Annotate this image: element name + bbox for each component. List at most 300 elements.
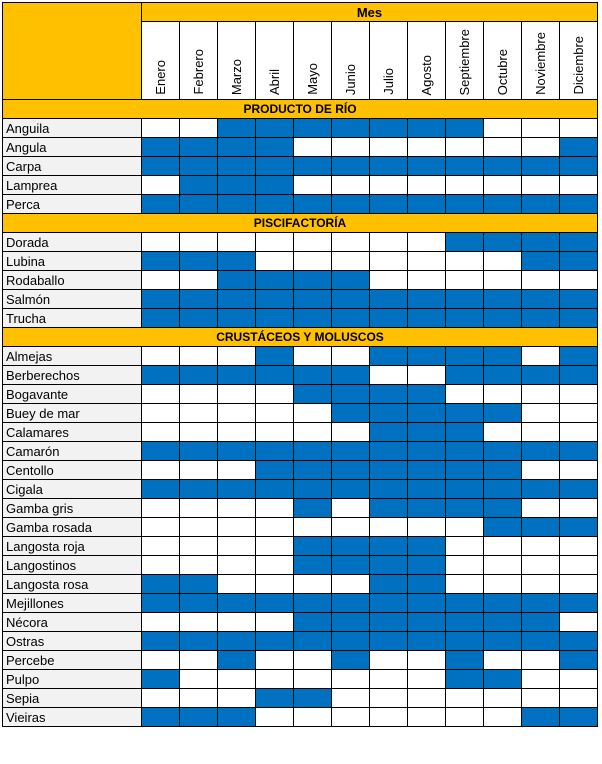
out-of-season-cell xyxy=(560,689,598,708)
in-season-cell xyxy=(370,385,408,404)
in-season-cell xyxy=(408,309,446,328)
out-of-season-cell xyxy=(522,423,560,442)
in-season-cell xyxy=(408,556,446,575)
out-of-season-cell xyxy=(522,670,560,689)
in-season-cell xyxy=(180,195,218,214)
table-row xyxy=(3,613,598,632)
out-of-season-cell xyxy=(218,518,256,537)
table-row xyxy=(3,119,598,138)
product-name: Pulpo xyxy=(3,670,142,689)
month-header-11 xyxy=(522,22,560,100)
in-season-cell xyxy=(370,442,408,461)
out-of-season-cell xyxy=(218,689,256,708)
out-of-season-cell xyxy=(294,423,332,442)
out-of-season-cell xyxy=(560,404,598,423)
out-of-season-cell xyxy=(370,138,408,157)
in-season-cell xyxy=(408,594,446,613)
out-of-season-cell xyxy=(294,670,332,689)
in-season-cell xyxy=(180,708,218,727)
in-season-cell xyxy=(446,594,484,613)
out-of-season-cell xyxy=(332,423,370,442)
in-season-cell xyxy=(294,632,332,651)
table-row xyxy=(3,176,598,195)
in-season-cell xyxy=(522,518,560,537)
out-of-season-cell xyxy=(560,613,598,632)
section-title: CRUSTÁCEOS Y MOLUSCOS xyxy=(3,328,598,347)
out-of-season-cell xyxy=(218,461,256,480)
table-row xyxy=(3,366,598,385)
in-season-cell xyxy=(484,233,522,252)
in-season-cell xyxy=(218,157,256,176)
out-of-season-cell xyxy=(142,499,180,518)
month-label: Mayo xyxy=(305,63,320,95)
product-name: Anguila xyxy=(3,119,142,138)
product-name: Cigala xyxy=(3,480,142,499)
table-row xyxy=(3,518,598,537)
out-of-season-cell xyxy=(256,537,294,556)
in-season-cell xyxy=(484,480,522,499)
in-season-cell xyxy=(256,632,294,651)
in-season-cell xyxy=(294,499,332,518)
out-of-season-cell xyxy=(408,366,446,385)
out-of-season-cell xyxy=(522,347,560,366)
out-of-season-cell xyxy=(294,518,332,537)
in-season-cell xyxy=(256,271,294,290)
in-season-cell xyxy=(256,594,294,613)
month-header-5 xyxy=(294,22,332,100)
out-of-season-cell xyxy=(484,138,522,157)
product-name: Centollo xyxy=(3,461,142,480)
month-label: Junio xyxy=(343,63,358,95)
product-name: Dorada xyxy=(3,233,142,252)
in-season-cell xyxy=(256,309,294,328)
table-row xyxy=(3,651,598,670)
out-of-season-cell xyxy=(332,689,370,708)
in-season-cell xyxy=(256,176,294,195)
table-row xyxy=(3,290,598,309)
product-name: Buey de mar xyxy=(3,404,142,423)
in-season-cell xyxy=(446,233,484,252)
month-label: Julio xyxy=(381,68,396,95)
month-header-7 xyxy=(370,22,408,100)
out-of-season-cell xyxy=(484,708,522,727)
table-row xyxy=(3,670,598,689)
in-season-cell xyxy=(484,670,522,689)
in-season-cell xyxy=(332,613,370,632)
in-season-cell xyxy=(332,385,370,404)
in-season-cell xyxy=(408,157,446,176)
out-of-season-cell xyxy=(294,233,332,252)
in-season-cell xyxy=(484,613,522,632)
in-season-cell xyxy=(484,499,522,518)
seafood-season-table xyxy=(2,2,598,727)
in-season-cell xyxy=(370,499,408,518)
out-of-season-cell xyxy=(142,518,180,537)
in-season-cell xyxy=(408,195,446,214)
in-season-cell xyxy=(370,480,408,499)
in-season-cell xyxy=(142,309,180,328)
in-season-cell xyxy=(560,366,598,385)
in-season-cell xyxy=(446,613,484,632)
out-of-season-cell xyxy=(256,575,294,594)
in-season-cell xyxy=(142,632,180,651)
product-name: Perca xyxy=(3,195,142,214)
table-row xyxy=(3,347,598,366)
in-season-cell xyxy=(256,689,294,708)
in-season-cell xyxy=(446,309,484,328)
in-season-cell xyxy=(142,480,180,499)
out-of-season-cell xyxy=(446,385,484,404)
product-name: Langostinos xyxy=(3,556,142,575)
out-of-season-cell xyxy=(484,176,522,195)
month-label: Agosto xyxy=(419,54,434,95)
out-of-season-cell xyxy=(560,271,598,290)
month-label: Octubre xyxy=(495,48,510,95)
in-season-cell xyxy=(218,195,256,214)
in-season-cell xyxy=(560,290,598,309)
out-of-season-cell xyxy=(522,499,560,518)
in-season-cell xyxy=(218,176,256,195)
in-season-cell xyxy=(408,290,446,309)
in-season-cell xyxy=(142,252,180,271)
out-of-season-cell xyxy=(446,689,484,708)
in-season-cell xyxy=(294,385,332,404)
out-of-season-cell xyxy=(142,233,180,252)
in-season-cell xyxy=(560,233,598,252)
in-season-cell xyxy=(256,138,294,157)
out-of-season-cell xyxy=(522,537,560,556)
out-of-season-cell xyxy=(256,385,294,404)
out-of-season-cell xyxy=(370,176,408,195)
table-row xyxy=(3,271,598,290)
in-season-cell xyxy=(484,632,522,651)
out-of-season-cell xyxy=(370,689,408,708)
in-season-cell xyxy=(484,195,522,214)
in-season-cell xyxy=(484,594,522,613)
out-of-season-cell xyxy=(256,613,294,632)
in-season-cell xyxy=(408,575,446,594)
in-season-cell xyxy=(218,119,256,138)
in-season-cell xyxy=(522,442,560,461)
in-season-cell xyxy=(484,461,522,480)
out-of-season-cell xyxy=(180,613,218,632)
month-label: Marzo xyxy=(229,58,244,95)
product-name: Berberechos xyxy=(3,366,142,385)
month-header-10 xyxy=(484,22,522,100)
in-season-cell xyxy=(408,632,446,651)
out-of-season-cell xyxy=(256,708,294,727)
out-of-season-cell xyxy=(408,252,446,271)
in-season-cell xyxy=(294,594,332,613)
in-season-cell xyxy=(446,195,484,214)
in-season-cell xyxy=(294,461,332,480)
product-name: Ostras xyxy=(3,632,142,651)
out-of-season-cell xyxy=(332,347,370,366)
out-of-season-cell xyxy=(484,651,522,670)
in-season-cell xyxy=(218,138,256,157)
out-of-season-cell xyxy=(484,385,522,404)
in-season-cell xyxy=(560,347,598,366)
in-season-cell xyxy=(180,252,218,271)
in-season-cell xyxy=(256,119,294,138)
in-season-cell xyxy=(180,480,218,499)
in-season-cell xyxy=(332,651,370,670)
out-of-season-cell xyxy=(370,670,408,689)
in-season-cell xyxy=(142,442,180,461)
in-season-cell xyxy=(256,290,294,309)
table-row xyxy=(3,632,598,651)
out-of-season-cell xyxy=(484,252,522,271)
table-row xyxy=(3,385,598,404)
table-row xyxy=(3,195,598,214)
out-of-season-cell xyxy=(218,613,256,632)
out-of-season-cell xyxy=(522,385,560,404)
in-season-cell xyxy=(370,556,408,575)
in-season-cell xyxy=(370,613,408,632)
out-of-season-cell xyxy=(484,271,522,290)
in-season-cell xyxy=(408,119,446,138)
table-row xyxy=(3,423,598,442)
in-season-cell xyxy=(446,442,484,461)
out-of-season-cell xyxy=(218,347,256,366)
out-of-season-cell xyxy=(218,423,256,442)
table-row xyxy=(3,461,598,480)
out-of-season-cell xyxy=(142,651,180,670)
product-name: Lubina xyxy=(3,252,142,271)
table-row xyxy=(3,309,598,328)
in-season-cell xyxy=(370,290,408,309)
in-season-cell xyxy=(370,404,408,423)
in-season-cell xyxy=(408,423,446,442)
in-season-cell xyxy=(256,461,294,480)
in-season-cell xyxy=(484,157,522,176)
out-of-season-cell xyxy=(446,252,484,271)
month-label: Febrero xyxy=(191,49,206,95)
out-of-season-cell xyxy=(370,252,408,271)
product-name: Calamares xyxy=(3,423,142,442)
month-label: Noviembre xyxy=(533,32,548,95)
out-of-season-cell xyxy=(294,708,332,727)
out-of-season-cell xyxy=(484,575,522,594)
in-season-cell xyxy=(180,594,218,613)
out-of-season-cell xyxy=(484,119,522,138)
out-of-season-cell xyxy=(218,499,256,518)
table-row xyxy=(3,138,598,157)
out-of-season-cell xyxy=(408,233,446,252)
out-of-season-cell xyxy=(522,651,560,670)
out-of-season-cell xyxy=(446,271,484,290)
out-of-season-cell xyxy=(294,176,332,195)
out-of-season-cell xyxy=(332,176,370,195)
in-season-cell xyxy=(180,176,218,195)
out-of-season-cell xyxy=(332,575,370,594)
out-of-season-cell xyxy=(370,518,408,537)
out-of-season-cell xyxy=(256,670,294,689)
out-of-season-cell xyxy=(294,651,332,670)
table-row xyxy=(3,404,598,423)
in-season-cell xyxy=(294,157,332,176)
out-of-season-cell xyxy=(484,423,522,442)
in-season-cell xyxy=(522,708,560,727)
out-of-season-cell xyxy=(294,575,332,594)
out-of-season-cell xyxy=(560,119,598,138)
out-of-season-cell xyxy=(522,271,560,290)
product-name: Carpa xyxy=(3,157,142,176)
in-season-cell xyxy=(256,366,294,385)
out-of-season-cell xyxy=(180,347,218,366)
in-season-cell xyxy=(332,537,370,556)
in-season-cell xyxy=(294,271,332,290)
out-of-season-cell xyxy=(180,423,218,442)
out-of-season-cell xyxy=(142,537,180,556)
out-of-season-cell xyxy=(522,556,560,575)
in-season-cell xyxy=(332,119,370,138)
in-season-cell xyxy=(484,442,522,461)
out-of-season-cell xyxy=(180,537,218,556)
in-season-cell xyxy=(370,594,408,613)
out-of-season-cell xyxy=(370,708,408,727)
out-of-season-cell xyxy=(180,385,218,404)
in-season-cell xyxy=(218,594,256,613)
table-row xyxy=(3,575,598,594)
in-season-cell xyxy=(560,442,598,461)
out-of-season-cell xyxy=(332,233,370,252)
out-of-season-cell xyxy=(446,138,484,157)
out-of-season-cell xyxy=(522,461,560,480)
in-season-cell xyxy=(522,233,560,252)
in-season-cell xyxy=(180,366,218,385)
in-season-cell xyxy=(408,480,446,499)
in-season-cell xyxy=(560,309,598,328)
out-of-season-cell xyxy=(522,689,560,708)
product-name: Trucha xyxy=(3,309,142,328)
in-season-cell xyxy=(446,461,484,480)
month-label: Enero xyxy=(153,60,168,95)
in-season-cell xyxy=(218,480,256,499)
out-of-season-cell xyxy=(294,404,332,423)
in-season-cell xyxy=(484,290,522,309)
product-name: Langosta rosa xyxy=(3,575,142,594)
in-season-cell xyxy=(446,632,484,651)
out-of-season-cell xyxy=(180,119,218,138)
in-season-cell xyxy=(294,442,332,461)
in-season-cell xyxy=(256,195,294,214)
in-season-cell xyxy=(332,480,370,499)
in-season-cell xyxy=(560,480,598,499)
out-of-season-cell xyxy=(522,404,560,423)
table-row xyxy=(3,499,598,518)
product-name: Lamprea xyxy=(3,176,142,195)
out-of-season-cell xyxy=(142,461,180,480)
month-label: Abril xyxy=(267,68,282,95)
in-season-cell xyxy=(560,157,598,176)
out-of-season-cell xyxy=(446,575,484,594)
in-season-cell xyxy=(370,309,408,328)
in-season-cell xyxy=(522,480,560,499)
in-season-cell xyxy=(332,594,370,613)
out-of-season-cell xyxy=(218,556,256,575)
in-season-cell xyxy=(180,138,218,157)
in-season-cell xyxy=(142,366,180,385)
in-season-cell xyxy=(294,309,332,328)
in-season-cell xyxy=(370,347,408,366)
table-row xyxy=(3,157,598,176)
out-of-season-cell xyxy=(180,499,218,518)
in-season-cell xyxy=(180,309,218,328)
in-season-cell xyxy=(218,271,256,290)
out-of-season-cell xyxy=(218,233,256,252)
in-season-cell xyxy=(446,480,484,499)
in-season-cell xyxy=(522,632,560,651)
in-season-cell xyxy=(370,537,408,556)
in-season-cell xyxy=(142,138,180,157)
month-label: Diciembre xyxy=(571,36,586,95)
out-of-season-cell xyxy=(484,537,522,556)
in-season-cell xyxy=(484,518,522,537)
in-season-cell xyxy=(256,157,294,176)
out-of-season-cell xyxy=(446,708,484,727)
product-name: Percebe xyxy=(3,651,142,670)
in-season-cell xyxy=(408,537,446,556)
in-season-cell xyxy=(180,575,218,594)
out-of-season-cell xyxy=(218,385,256,404)
out-of-season-cell xyxy=(142,271,180,290)
out-of-season-cell xyxy=(294,138,332,157)
in-season-cell xyxy=(446,290,484,309)
in-season-cell xyxy=(446,404,484,423)
in-season-cell xyxy=(142,195,180,214)
in-season-cell xyxy=(522,290,560,309)
out-of-season-cell xyxy=(142,119,180,138)
in-season-cell xyxy=(332,290,370,309)
out-of-season-cell xyxy=(408,708,446,727)
out-of-season-cell xyxy=(256,556,294,575)
in-season-cell xyxy=(522,613,560,632)
product-name: Gamba gris xyxy=(3,499,142,518)
in-season-cell xyxy=(294,366,332,385)
in-season-cell xyxy=(218,252,256,271)
out-of-season-cell xyxy=(484,556,522,575)
section-title: PISCIFACTORÍA xyxy=(3,214,598,233)
out-of-season-cell xyxy=(294,252,332,271)
in-season-cell xyxy=(332,632,370,651)
out-of-season-cell xyxy=(370,271,408,290)
month-header-4 xyxy=(256,22,294,100)
in-season-cell xyxy=(332,309,370,328)
in-season-cell xyxy=(370,461,408,480)
in-season-cell xyxy=(218,309,256,328)
table-row xyxy=(3,689,598,708)
in-season-cell xyxy=(560,195,598,214)
out-of-season-cell xyxy=(560,670,598,689)
in-season-cell xyxy=(256,442,294,461)
month-header-8 xyxy=(408,22,446,100)
month-label: Septiembre xyxy=(457,28,472,95)
in-season-cell xyxy=(332,461,370,480)
out-of-season-cell xyxy=(142,385,180,404)
month-header-9 xyxy=(446,22,484,100)
in-season-cell xyxy=(370,632,408,651)
out-of-season-cell xyxy=(332,138,370,157)
in-season-cell xyxy=(294,689,332,708)
out-of-season-cell xyxy=(142,689,180,708)
in-season-cell xyxy=(446,157,484,176)
month-group-header: Mes xyxy=(142,3,598,22)
out-of-season-cell xyxy=(408,518,446,537)
out-of-season-cell xyxy=(256,651,294,670)
in-season-cell xyxy=(332,442,370,461)
month-header-6 xyxy=(332,22,370,100)
